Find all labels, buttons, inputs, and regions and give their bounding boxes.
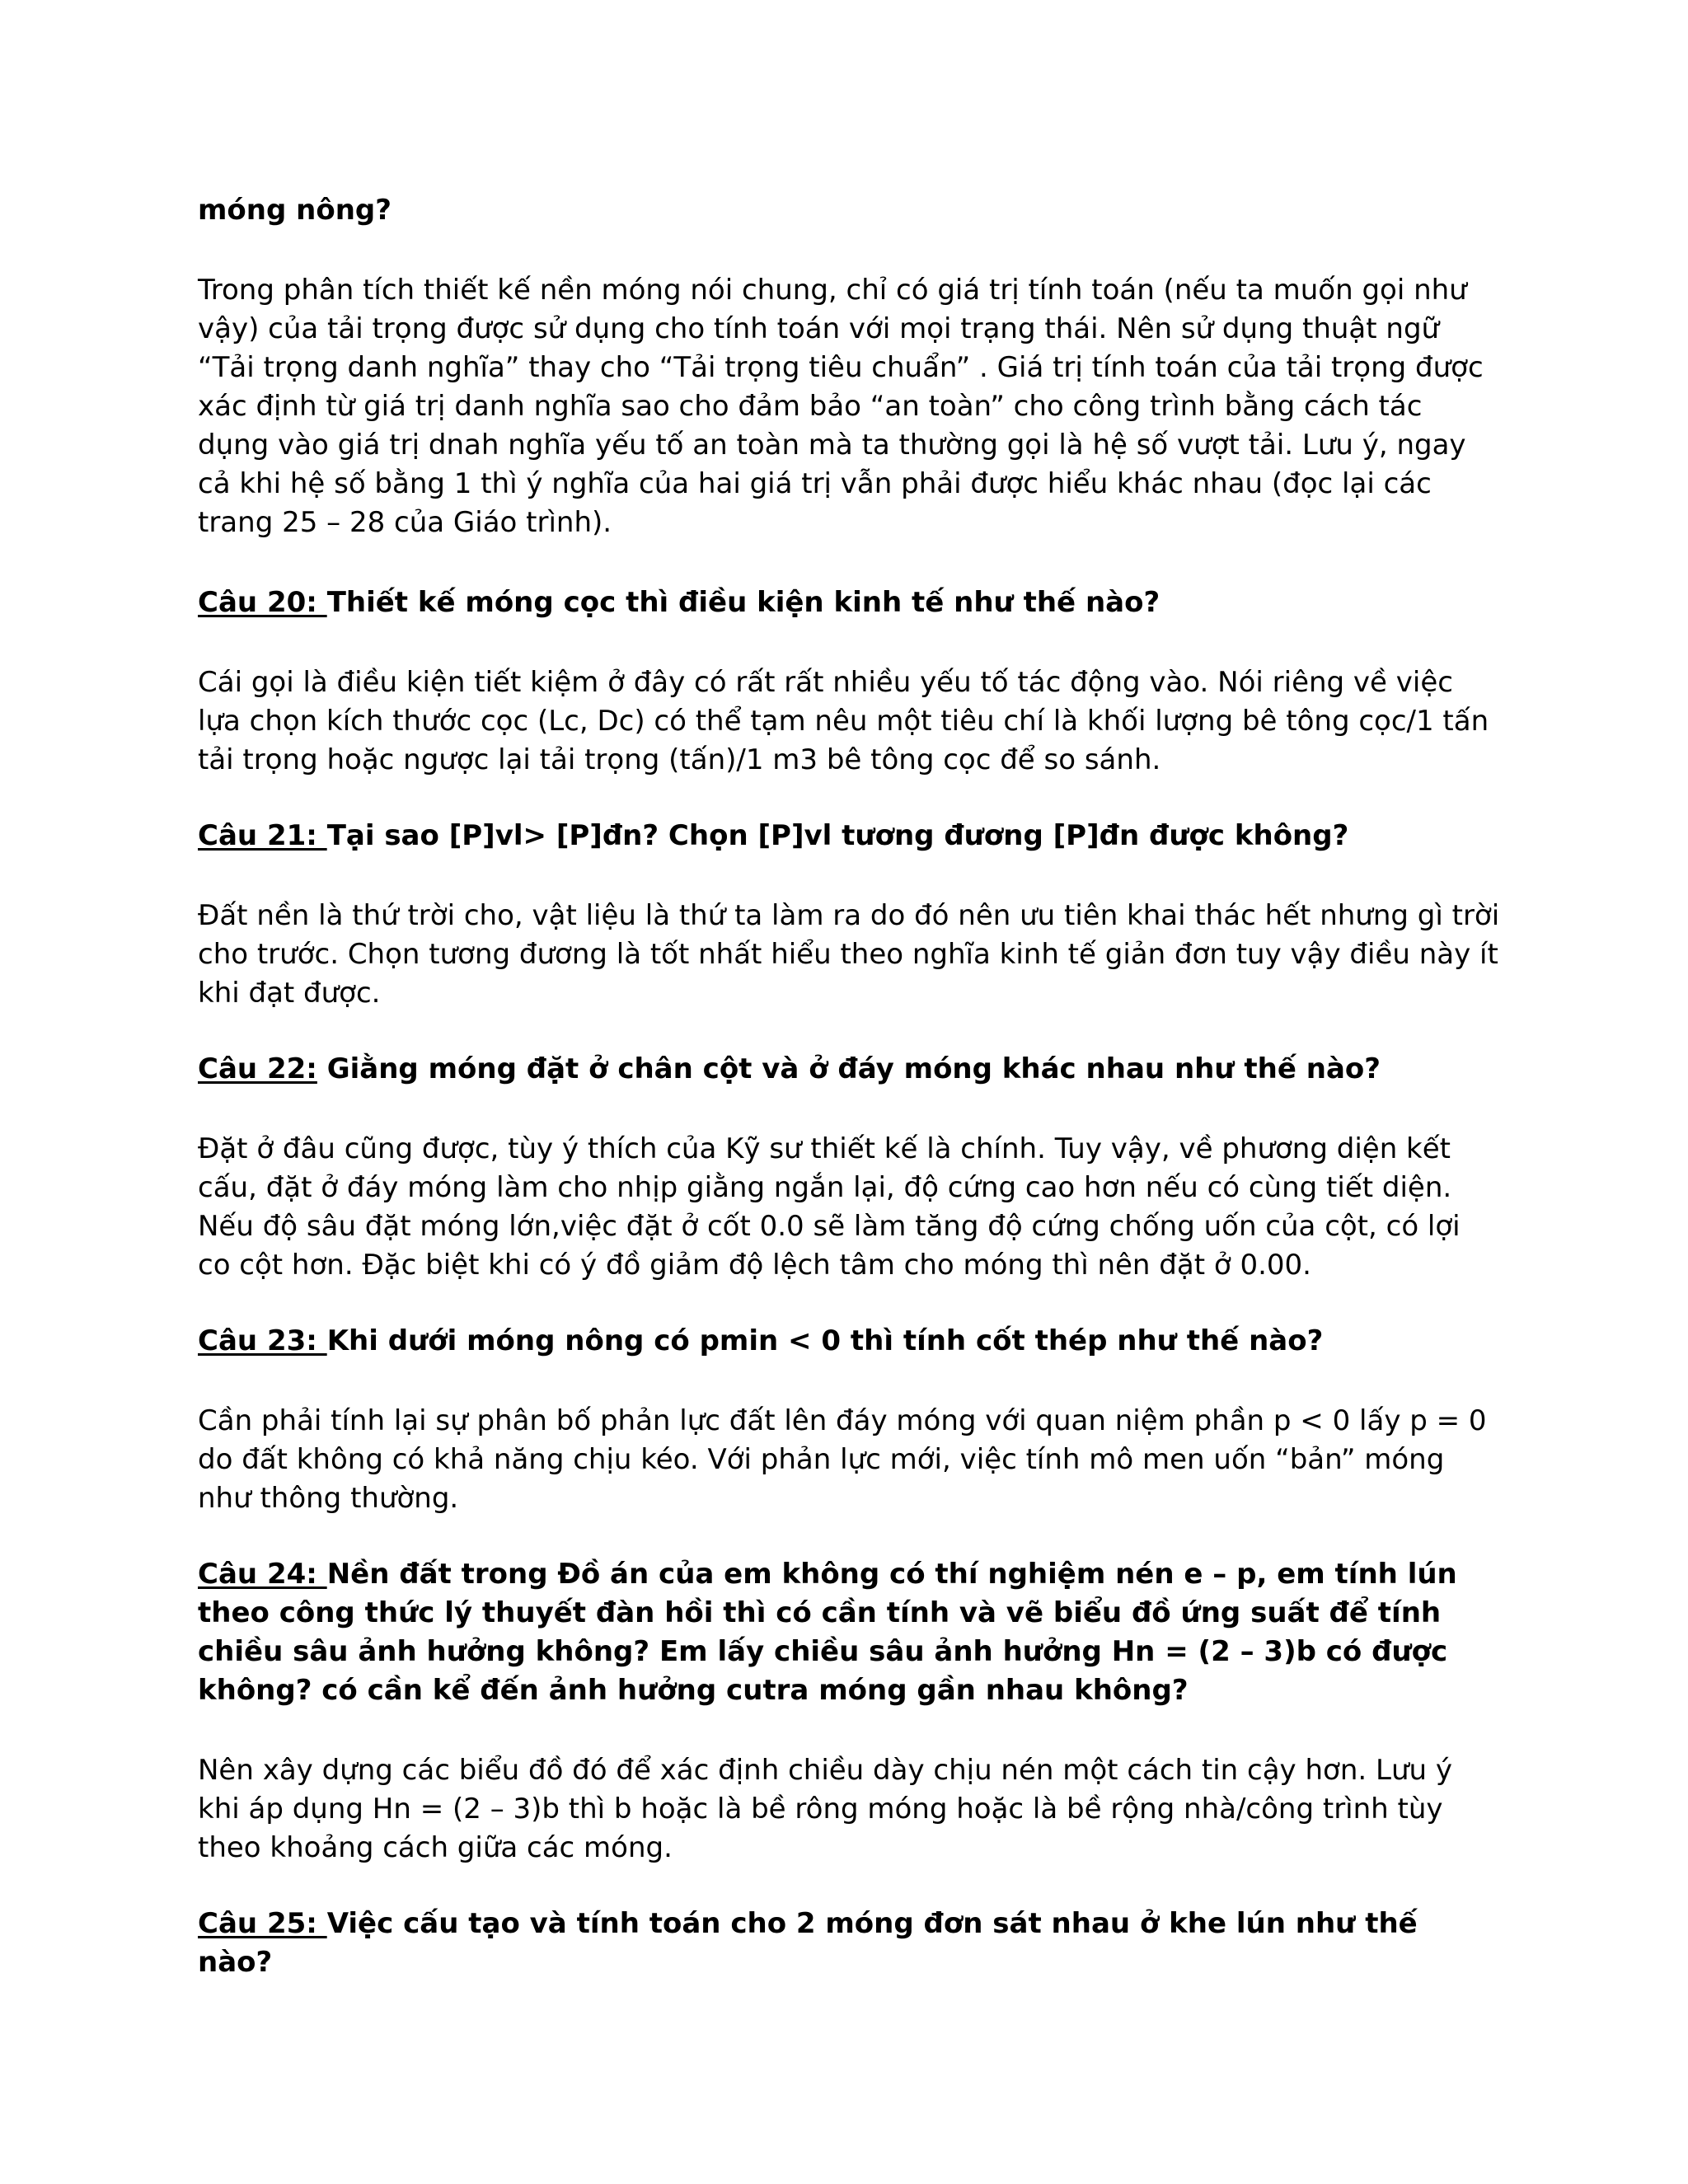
question-text: Việc cấu tạo và tính toán cho 2 móng đơn sát nhau ở khe lún như thế nào? [198, 1907, 1418, 1979]
question-number: Câu 24: [198, 1558, 327, 1591]
question-text: Tại sao [P]vl> [P]đn? Chọn [P]vl tương đương [P]đn được không? [326, 819, 1349, 852]
question-heading-21 [198, 817, 1500, 855]
question-text: Nền đất trong Đồ án của em không có thí nghiệm nén e – p, em tính lún theo công thức lý thuyết đàn hồi thì có cần tính và vẽ biểu đồ ứng suất để tính chiều sâu ảnh hưởng không? Em lấy chiều sâu ảnh hưởng Hn = (2 – 3)b có được không? có cần kể đến ảnh hưởng cutra móng gần nhau không? [198, 1558, 1457, 1707]
question-heading-24 [198, 1555, 1500, 1710]
question-number: Câu 21: [198, 819, 327, 852]
question-heading-22 [198, 1050, 1500, 1089]
answer-paragraph: Trong phân tích thiết kế nền móng nói chung, chỉ có giá trị tính toán (nếu ta muốn gọi như vậy) của tải trọng được sử dụng cho tính toán với mọi trạng thái. Nên sử dụng thuật ngữ “Tải trọng danh nghĩa” thay cho “Tải trọng tiêu chuẩn” . Giá trị tính toán của tải trọng được xác định từ giá trị danh nghĩa sao cho đảm bảo “an toàn” cho công trình bằng cách tác dụng vào giá trị dnah nghĩa yếu tố an toàn mà ta thường gọi là hệ số vượt tải. Lưu ý, ngay cả khi hệ số bằng 1 thì ý nghĩa của hai giá trị vẫn phải được hiểu khác nhau (đọc lại các trang 25 – 28 của Giáo trình). [198, 274, 1484, 539]
section-heading-continued [198, 191, 1500, 230]
question-text: Thiết kế móng cọc thì điều kiện kinh tế như thế nào? [326, 586, 1160, 619]
question-heading-20 [198, 583, 1500, 622]
question-number: Câu 20: [198, 586, 327, 619]
question-heading-25 [198, 1905, 1500, 1982]
question-heading-23 [198, 1322, 1500, 1361]
question-text: Khi dưới móng nông có pmin < 0 thì tính cốt thép như thế nào? [326, 1324, 1324, 1357]
question-text: Giằng móng đặt ở chân cột và ở đáy móng khác nhau như thế nào? [316, 1052, 1381, 1085]
answer-paragraph-22: Đặt ở đâu cũng được, tùy ý thích của Kỹ sư thiết kế là chính. Tuy vậy, về phương diện kết cấu, đặt ở đáy móng làm cho nhịp giằng ngắn lại, độ cứng cao hơn nếu có cùng tiết diện. Nếu độ sâu đặt móng lớn,việc đặt ở cốt 0.0 sẽ làm tăng độ cứng chống uốn của cột, có lợi co cột hơn. Đặc biệt khi có ý đồ giảm độ lệch tâm cho móng thì nên đặt ở 0.00. [198, 1132, 1461, 1282]
question-number: Câu 23: [198, 1324, 327, 1357]
question-number: Câu 25: [198, 1907, 327, 1940]
question-number: Câu 22: [198, 1052, 317, 1085]
answer-paragraph-20: Cái gọi là điều kiện tiết kiệm ở đây có rất rất nhiều yếu tố tác động vào. Nói riêng về việc lựa chọn kích thước cọc (Lc, Dc) có thể tạm nêu một tiêu chí là khối lượng bê tông cọc/1 tấn tải trọng hoặc ngược lại tải trọng (tấn)/1 m3 bê tông cọc để so sánh. [198, 666, 1489, 776]
document-page [198, 191, 1500, 1982]
heading-text: móng nông? [198, 194, 392, 227]
answer-paragraph-24: Nên xây dựng các biểu đồ đó để xác định chiều dày chịu nén một cách tin cậy hơn. Lưu ý khi áp dụng Hn = (2 – 3)b thì b hoặc là bề rông móng hoặc là bề rộng nhà/công trình tùy theo khoảng cách giữa các móng. [198, 1754, 1452, 1864]
answer-paragraph-21: Đất nền là thứ trời cho, vật liệu là thứ ta làm ra do đó nên ưu tiên khai thác hết nhưng gì trời cho trước. Chọn tương đương là tốt nhất hiểu theo nghĩa kinh tế giản đơn tuy vậy điều này ít khi đạt được. [198, 899, 1500, 1010]
answer-paragraph-23: Cần phải tính lại sự phân bố phản lực đất lên đáy móng với quan niệm phần p < 0 lấy p = 0 do đất không có khả năng chịu kéo. Với phản lực mới, việc tính mô men uốn “bản” móng như thông thường. [198, 1404, 1487, 1515]
